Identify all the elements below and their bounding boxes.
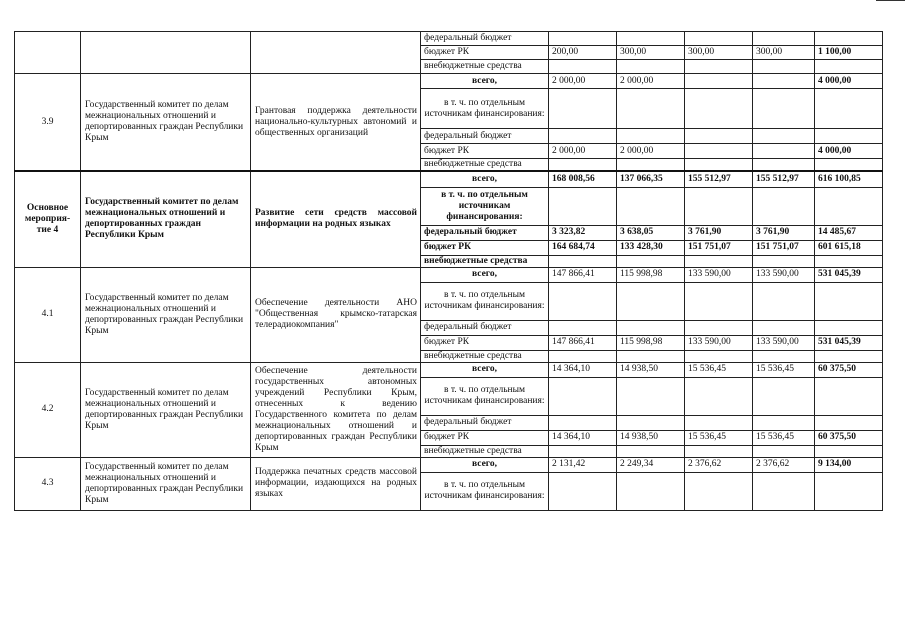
cell-activity: Обеспечение деятельности государственных автономных учреждений Республики Крым, отнесенных к ведению Государственного комитета по делам межнациональных отношений и депортированных граждан Республики Крым bbox=[251, 362, 421, 457]
cell-total: 9 134,00 bbox=[815, 457, 883, 472]
cell-value bbox=[685, 320, 753, 335]
cell-number bbox=[15, 32, 81, 74]
cell-value bbox=[685, 187, 753, 225]
cell-value: 137 066,35 bbox=[617, 171, 685, 187]
cell-number: 4.1 bbox=[15, 267, 81, 362]
cell-value bbox=[753, 415, 815, 430]
cell-value bbox=[685, 350, 753, 362]
cell-source: в т. ч. по отдельным источникам финансирования: bbox=[421, 187, 549, 225]
table-row bbox=[15, 362, 883, 377]
cell-value: 2 000,00 bbox=[617, 144, 685, 159]
cell-total: 4 000,00 bbox=[815, 74, 883, 89]
cell-source: всего, bbox=[421, 457, 549, 472]
cell-value bbox=[753, 377, 815, 415]
cell-source: федеральный бюджет bbox=[421, 129, 549, 144]
page-edge-mark bbox=[876, 0, 905, 1]
cell-value bbox=[685, 32, 753, 46]
cell-value bbox=[753, 60, 815, 74]
cell-activity: Поддержка печатных средств массовой информации, издающихся на родных языках bbox=[251, 457, 421, 510]
cell-total: 616 100,85 bbox=[815, 171, 883, 187]
cell-total bbox=[815, 187, 883, 225]
cell-value: 2 376,62 bbox=[685, 457, 753, 472]
cell-value: 15 536,45 bbox=[685, 362, 753, 377]
cell-value: 3 323,82 bbox=[549, 225, 617, 240]
cell-value bbox=[753, 74, 815, 89]
cell-value bbox=[549, 255, 617, 267]
cell-value: 2 000,00 bbox=[549, 144, 617, 159]
cell-total: 60 375,50 bbox=[815, 362, 883, 377]
cell-value bbox=[753, 159, 815, 172]
cell-source: в т. ч. по отдельным источникам финансирования: bbox=[421, 282, 549, 320]
cell-value bbox=[753, 282, 815, 320]
cell-total bbox=[815, 350, 883, 362]
cell-source: всего, bbox=[421, 362, 549, 377]
cell-total bbox=[815, 282, 883, 320]
cell-value bbox=[685, 445, 753, 457]
cell-value bbox=[685, 282, 753, 320]
cell-value bbox=[685, 415, 753, 430]
cell-total bbox=[815, 472, 883, 510]
cell-value: 151 751,07 bbox=[753, 240, 815, 255]
cell-value bbox=[617, 377, 685, 415]
cell-value: 133 590,00 bbox=[685, 267, 753, 282]
cell-value bbox=[549, 32, 617, 46]
cell-source: бюджет РК bbox=[421, 240, 549, 255]
cell-value: 115 998,98 bbox=[617, 267, 685, 282]
cell-value bbox=[753, 187, 815, 225]
cell-value: 300,00 bbox=[685, 46, 753, 60]
cell-value: 14 364,10 bbox=[549, 362, 617, 377]
cell-value bbox=[685, 255, 753, 267]
cell-value bbox=[549, 89, 617, 129]
cell-organization: Государственный комитет по делам межнациональных отношений и депортированных граждан Республики Крым bbox=[81, 171, 251, 267]
cell-total: 60 375,50 bbox=[815, 430, 883, 445]
cell-value bbox=[685, 74, 753, 89]
cell-source: в т. ч. по отдельным источникам финансирования: bbox=[421, 377, 549, 415]
cell-value bbox=[685, 60, 753, 74]
cell-total: 601 615,18 bbox=[815, 240, 883, 255]
cell-activity bbox=[251, 32, 421, 74]
cell-value: 2 000,00 bbox=[549, 74, 617, 89]
cell-value bbox=[549, 350, 617, 362]
cell-value: 3 638,05 bbox=[617, 225, 685, 240]
cell-value bbox=[617, 187, 685, 225]
table-row bbox=[15, 74, 883, 89]
table-row bbox=[15, 267, 883, 282]
budget-table bbox=[14, 31, 883, 511]
cell-value bbox=[685, 377, 753, 415]
cell-source: федеральный бюджет bbox=[421, 320, 549, 335]
cell-value bbox=[753, 144, 815, 159]
cell-value bbox=[617, 159, 685, 172]
table-row bbox=[15, 32, 883, 46]
cell-value: 133 590,00 bbox=[685, 335, 753, 350]
cell-value: 300,00 bbox=[753, 46, 815, 60]
cell-value bbox=[549, 377, 617, 415]
cell-value bbox=[685, 129, 753, 144]
cell-source: бюджет РК bbox=[421, 144, 549, 159]
cell-value: 15 536,45 bbox=[753, 430, 815, 445]
cell-total bbox=[815, 255, 883, 267]
cell-value bbox=[549, 282, 617, 320]
cell-total bbox=[815, 159, 883, 172]
cell-total bbox=[815, 89, 883, 129]
cell-value bbox=[753, 472, 815, 510]
cell-value bbox=[753, 350, 815, 362]
table-row bbox=[15, 457, 883, 472]
cell-source: всего, bbox=[421, 74, 549, 89]
cell-value: 147 866,41 bbox=[549, 335, 617, 350]
cell-value: 133 428,30 bbox=[617, 240, 685, 255]
cell-value bbox=[549, 320, 617, 335]
cell-value: 15 536,45 bbox=[753, 362, 815, 377]
cell-source: бюджет РК bbox=[421, 46, 549, 60]
cell-organization: Государственный комитет по делам межнациональных отношений и депортированных граждан Республики Крым bbox=[81, 267, 251, 362]
cell-total bbox=[815, 415, 883, 430]
cell-total bbox=[815, 60, 883, 74]
cell-value: 2 249,34 bbox=[617, 457, 685, 472]
cell-source: федеральный бюджет bbox=[421, 32, 549, 46]
cell-number: 4.2 bbox=[15, 362, 81, 457]
cell-organization: Государственный комитет по делам межнациональных отношений и депортированных граждан Республики Крым bbox=[81, 74, 251, 172]
cell-value bbox=[617, 445, 685, 457]
cell-source: внебюджетные средства bbox=[421, 445, 549, 457]
cell-value: 155 512,97 bbox=[685, 171, 753, 187]
cell-value bbox=[617, 32, 685, 46]
cell-value: 164 684,74 bbox=[549, 240, 617, 255]
cell-value bbox=[617, 60, 685, 74]
cell-value: 3 761,90 bbox=[685, 225, 753, 240]
cell-value bbox=[617, 320, 685, 335]
table-row bbox=[15, 171, 883, 187]
cell-total: 531 045,39 bbox=[815, 267, 883, 282]
cell-source: внебюджетные средства bbox=[421, 350, 549, 362]
cell-value bbox=[685, 472, 753, 510]
cell-value bbox=[549, 472, 617, 510]
cell-value bbox=[549, 445, 617, 457]
cell-value: 2 000,00 bbox=[617, 74, 685, 89]
cell-source: всего, bbox=[421, 267, 549, 282]
cell-number: 4.3 bbox=[15, 457, 81, 510]
cell-value: 3 761,90 bbox=[753, 225, 815, 240]
cell-value bbox=[617, 415, 685, 430]
cell-activity: Обеспечение деятельности АНО "Общественная крымско-татарская телерадиокомпания" bbox=[251, 267, 421, 362]
cell-value: 300,00 bbox=[617, 46, 685, 60]
cell-activity: Грантовая поддержка деятельности национально-культурных автономий и общественных организаций bbox=[251, 74, 421, 172]
cell-value bbox=[549, 159, 617, 172]
cell-source: федеральный бюджет bbox=[421, 225, 549, 240]
cell-value bbox=[753, 89, 815, 129]
cell-total bbox=[815, 129, 883, 144]
cell-value bbox=[753, 320, 815, 335]
cell-source: бюджет РК bbox=[421, 335, 549, 350]
cell-value: 115 998,98 bbox=[617, 335, 685, 350]
cell-value bbox=[549, 415, 617, 430]
cell-value bbox=[753, 445, 815, 457]
cell-source: внебюджетные средства bbox=[421, 255, 549, 267]
cell-value bbox=[753, 255, 815, 267]
cell-value bbox=[685, 89, 753, 129]
cell-number: Основное мероприя-тие 4 bbox=[15, 171, 81, 267]
cell-source: внебюджетные средства bbox=[421, 159, 549, 172]
cell-source: внебюджетные средства bbox=[421, 60, 549, 74]
cell-source: в т. ч. по отдельным источникам финансирования: bbox=[421, 472, 549, 510]
cell-value bbox=[753, 32, 815, 46]
cell-value bbox=[617, 282, 685, 320]
cell-value: 200,00 bbox=[549, 46, 617, 60]
cell-value bbox=[617, 255, 685, 267]
cell-total: 4 000,00 bbox=[815, 144, 883, 159]
cell-organization: Государственный комитет по делам межнациональных отношений и депортированных граждан Республики Крым bbox=[81, 362, 251, 457]
cell-value bbox=[685, 159, 753, 172]
cell-value bbox=[549, 187, 617, 225]
cell-organization bbox=[81, 32, 251, 74]
cell-value bbox=[617, 350, 685, 362]
cell-source: федеральный бюджет bbox=[421, 415, 549, 430]
cell-total bbox=[815, 320, 883, 335]
cell-value: 147 866,41 bbox=[549, 267, 617, 282]
cell-value: 14 938,50 bbox=[617, 362, 685, 377]
cell-organization: Государственный комитет по делам межнациональных отношений и депортированных граждан Республики Крым bbox=[81, 457, 251, 510]
cell-value bbox=[549, 60, 617, 74]
cell-value: 14 938,50 bbox=[617, 430, 685, 445]
cell-value bbox=[753, 129, 815, 144]
cell-source: в т. ч. по отдельным источникам финансирования: bbox=[421, 89, 549, 129]
cell-total: 14 485,67 bbox=[815, 225, 883, 240]
cell-value: 133 590,00 bbox=[753, 267, 815, 282]
cell-value: 155 512,97 bbox=[753, 171, 815, 187]
cell-value bbox=[617, 129, 685, 144]
cell-total: 1 100,00 bbox=[815, 46, 883, 60]
cell-value: 168 008,56 bbox=[549, 171, 617, 187]
cell-value: 133 590,00 bbox=[753, 335, 815, 350]
cell-value bbox=[617, 89, 685, 129]
cell-value: 14 364,10 bbox=[549, 430, 617, 445]
cell-value bbox=[549, 129, 617, 144]
cell-total bbox=[815, 32, 883, 46]
cell-number: 3.9 bbox=[15, 74, 81, 172]
cell-source: бюджет РК bbox=[421, 430, 549, 445]
cell-total bbox=[815, 377, 883, 415]
cell-activity: Развитие сети средств массовой информации на родных языках bbox=[251, 171, 421, 267]
cell-source: всего, bbox=[421, 171, 549, 187]
cell-value: 15 536,45 bbox=[685, 430, 753, 445]
cell-value bbox=[617, 472, 685, 510]
cell-total: 531 045,39 bbox=[815, 335, 883, 350]
cell-value: 2 376,62 bbox=[753, 457, 815, 472]
cell-value: 151 751,07 bbox=[685, 240, 753, 255]
cell-value: 2 131,42 bbox=[549, 457, 617, 472]
cell-total bbox=[815, 445, 883, 457]
cell-value bbox=[685, 144, 753, 159]
